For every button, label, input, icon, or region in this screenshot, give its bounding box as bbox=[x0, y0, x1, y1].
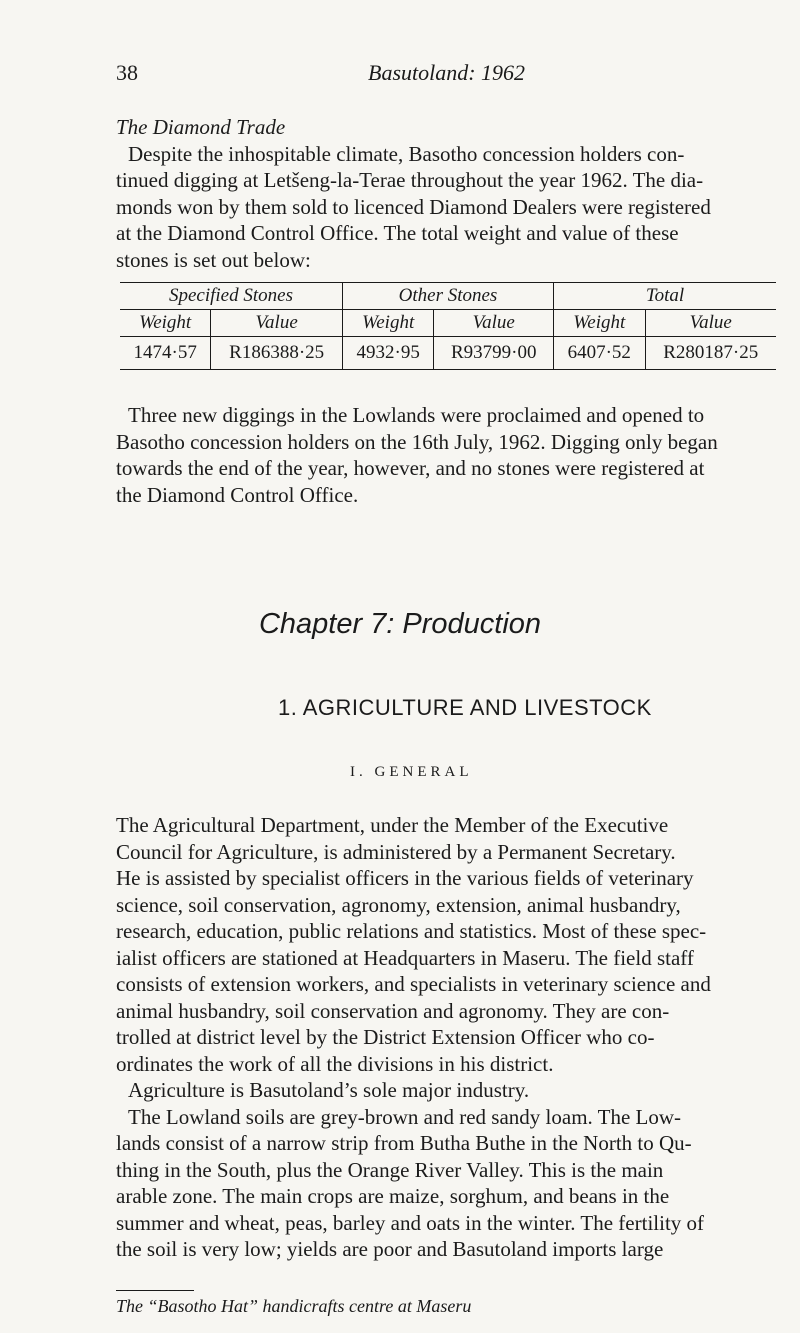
text-line: The Agricultural Department, under the Member of the Executive bbox=[116, 813, 669, 837]
text-line: lands consist of a narrow strip from Butha Buthe in the North to Qu- bbox=[116, 1131, 692, 1155]
text-line: consists of extension workers, and specialists in veterinary science and bbox=[116, 972, 711, 996]
text-line: at the Diamond Control Office. The total weight and value of these bbox=[116, 221, 679, 245]
text-line: research, education, public relations and statistics. Most of these spec- bbox=[116, 919, 707, 943]
footnote-rule bbox=[116, 1290, 194, 1291]
page-number: 38 bbox=[116, 60, 138, 85]
text-line: Despite the inhospitable climate, Basotho concession holders con- bbox=[128, 141, 685, 166]
text-line: summer and wheat, peas, barley and oats in the winter. The fertility of bbox=[116, 1210, 705, 1235]
text-line: tinued digging at Letšeng-la-Terae throughout the year 1962. The dia- bbox=[116, 168, 704, 192]
table-group-header: Specified Stones bbox=[120, 283, 342, 310]
table-column-header: Value bbox=[211, 310, 343, 337]
text-line: stones is set out below: bbox=[116, 247, 311, 272]
text-line: thing in the South, plus the Orange River Valley. This is the main bbox=[116, 1157, 664, 1182]
section-title: 1. AGRICULTURE AND LIVESTOCK bbox=[278, 695, 652, 720]
text-line: arable zone. The main crops are maize, sorghum, and beans in the bbox=[116, 1184, 670, 1208]
text-line: monds won by them sold to licenced Diamond Dealers were registered bbox=[116, 194, 711, 219]
table-group-header: Other Stones bbox=[342, 283, 553, 310]
diamond-table bbox=[120, 282, 776, 370]
text-line: trolled at district level by the District Extension Officer who co- bbox=[116, 1025, 655, 1049]
running-title: Basutoland: 1962 bbox=[368, 60, 526, 85]
subsection-title: I. GENERAL bbox=[350, 764, 473, 780]
text-line: Council for Agriculture, is administered by a Permanent Secretary. bbox=[116, 839, 676, 864]
text-line: Three new diggings in the Lowlands were proclaimed and opened to bbox=[128, 403, 705, 427]
text-line: Agriculture is Basutoland’s sole major industry. bbox=[128, 1078, 530, 1102]
table-column-header: Weight bbox=[554, 310, 646, 337]
agriculture-section bbox=[116, 812, 774, 1263]
table-column-header: Value bbox=[434, 310, 554, 337]
section-heading: The Diamond Trade bbox=[116, 115, 286, 139]
text-line: animal husbandry, soil conservation and agronomy. They are con- bbox=[116, 998, 670, 1023]
paragraph bbox=[116, 402, 774, 508]
table-column-header: Weight bbox=[342, 310, 434, 337]
chapter-title: Chapter 7: Production bbox=[258, 608, 542, 640]
diamond-trade-section bbox=[116, 114, 774, 273]
table-column-header: Value bbox=[645, 310, 776, 337]
text-line: the Diamond Control Office. bbox=[116, 482, 359, 507]
table-group-header: Total bbox=[554, 283, 776, 310]
paragraph bbox=[116, 141, 774, 274]
page-header bbox=[0, 60, 800, 90]
text-line: science, soil conservation, agronomy, extension, animal husbandry, bbox=[116, 892, 681, 917]
table-cell: 6407·52 bbox=[554, 337, 646, 370]
table-cell: R186388·25 bbox=[211, 337, 343, 370]
table-column-header: Weight bbox=[120, 310, 211, 337]
caption: The “Basotho Hat” handicrafts centre at Maseru bbox=[116, 1296, 472, 1316]
text-line: Basotho concession holders on the 16th July, 1962. Digging only began bbox=[116, 429, 718, 454]
text-line: He is assisted by specialist officers in the various fields of veterinary bbox=[116, 866, 694, 890]
table-cell: R93799·00 bbox=[434, 337, 554, 370]
table-cell: 1474·57 bbox=[120, 337, 211, 370]
text-line: ialist officers are stationed at Headquarters in Maseru. The field staff bbox=[116, 945, 694, 970]
table-cell: R280187·25 bbox=[645, 337, 776, 370]
table-cell: 4932·95 bbox=[342, 337, 434, 370]
text-line: the soil is very low; yields are poor and Basutoland imports large bbox=[116, 1237, 664, 1261]
text-line: The Lowland soils are grey-brown and red sandy loam. The Low- bbox=[128, 1104, 682, 1129]
text-line: towards the end of the year, however, and no stones were registered at bbox=[116, 456, 705, 480]
text-line: ordinates the work of all the divisions in his district. bbox=[116, 1051, 554, 1076]
